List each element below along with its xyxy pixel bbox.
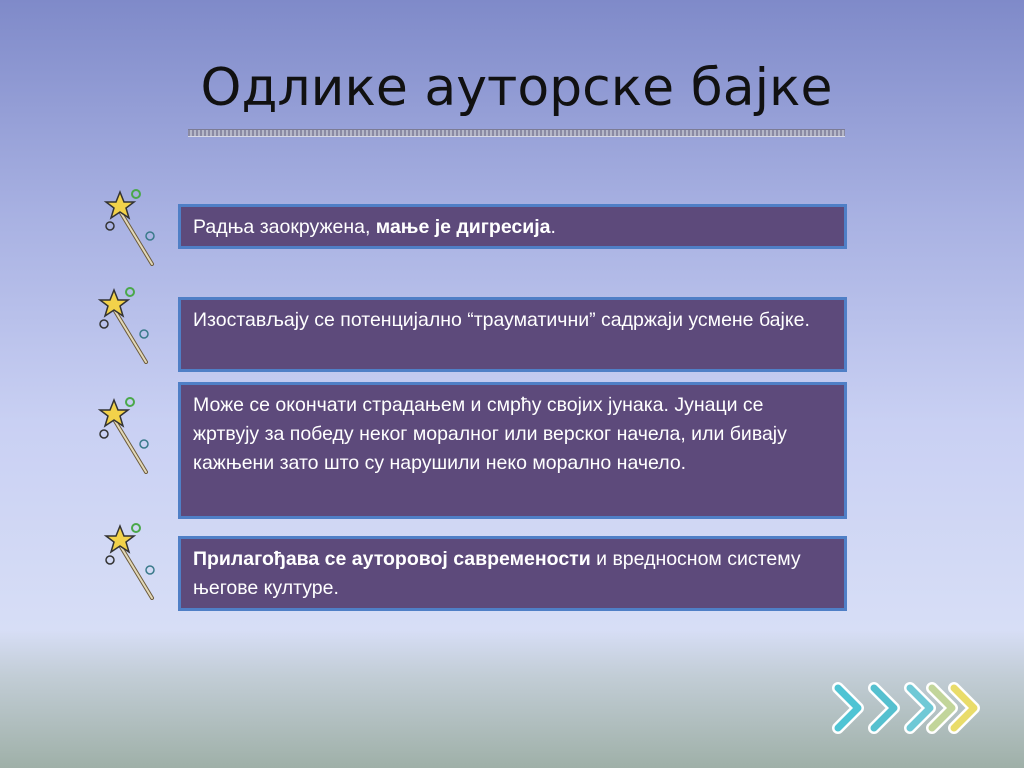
bullet-text-4b: и вредносном систему његове културе.	[193, 548, 801, 599]
next-arrows-icon[interactable]	[828, 680, 988, 736]
bullet-text-4a: Прилагођава се ауторовој савремености	[193, 548, 591, 570]
bullet-text-1b: мање је дигресија	[375, 216, 551, 238]
slide-title: Одлике ауторске бајке	[200, 58, 833, 118]
magic-wand-icon	[94, 394, 158, 474]
magic-wand-icon	[94, 284, 158, 364]
bullet-text-1a: Радња заокружена,	[193, 216, 376, 238]
bullet-text-1c: .	[550, 216, 556, 238]
title-underline	[188, 129, 845, 137]
bullet-box-2	[178, 297, 847, 372]
bullet-text-2: Изостављају се потенцијално “трауматични” садржаји усмене бајке.	[193, 309, 810, 331]
bullet-box-3	[178, 382, 847, 519]
bullet-box-1	[178, 204, 847, 249]
magic-wand-icon	[100, 520, 164, 600]
magic-wand-icon	[100, 186, 164, 266]
bullet-text-3: Може се окончати страдањем и смрћу својих јунака. Јунаци се жртвују за победу неког моралног или верског начела, или бивају кажњени зато што су нарушили неко морално начело.	[193, 394, 787, 474]
bullet-box-4	[178, 536, 847, 611]
